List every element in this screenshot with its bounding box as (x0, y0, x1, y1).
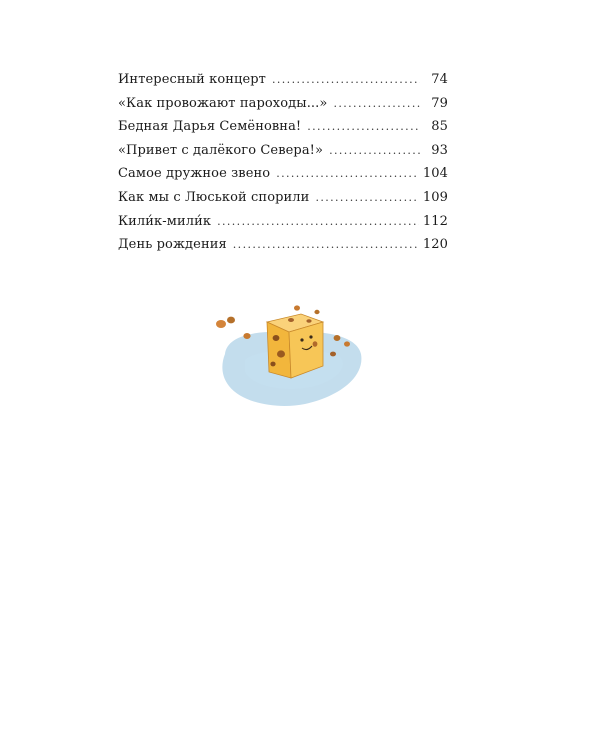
toc-entry-page: 104 (422, 166, 448, 182)
toc-entry[interactable] (118, 143, 448, 167)
cheese-illustration (205, 292, 375, 417)
cheese-eye-right (309, 335, 312, 338)
toc-entry-page: 85 (431, 119, 448, 135)
toc-leader-dots (307, 120, 420, 133)
toc-entry[interactable] (118, 96, 448, 120)
toc-entry[interactable] (118, 214, 448, 238)
toc-leader-dots (217, 215, 419, 228)
cheese-hole (277, 350, 285, 357)
toc-entry-title: День рождения (118, 237, 227, 253)
table-of-contents (118, 72, 448, 261)
toc-entry[interactable] (118, 119, 448, 143)
toc-leader-dots (276, 167, 419, 180)
crumb (330, 352, 336, 357)
cheese-eye-left (300, 338, 303, 341)
toc-leader-dots (333, 97, 420, 110)
cheese-hole (306, 319, 311, 322)
toc-entry-title: Самое дружное звено (118, 166, 271, 182)
crumb (216, 320, 226, 328)
toc-entry-page: 120 (422, 237, 448, 253)
toc-entry-title: Бедная Дарья Семёновна! (118, 119, 302, 135)
toc-leader-dots (315, 191, 418, 204)
toc-entry-page: 74 (431, 72, 448, 87)
toc-entry[interactable] (118, 72, 448, 96)
toc-entry[interactable] (118, 166, 448, 190)
toc-entry[interactable] (118, 237, 448, 261)
toc-entry-page: 109 (422, 189, 448, 205)
toc-entry-page: 93 (431, 142, 448, 158)
toc-entry-title: Интересный концерт (118, 72, 266, 87)
toc-entry-title: Как мы с Люськой спорили (118, 189, 310, 205)
toc-leader-dots (329, 144, 420, 157)
cheese-hole (313, 341, 318, 347)
crumb (334, 335, 341, 341)
toc-leader-dots (233, 238, 419, 251)
toc-entry[interactable] (118, 190, 448, 214)
crumb (294, 305, 300, 310)
crumb (344, 341, 350, 346)
toc-leader-dots (272, 73, 420, 86)
toc-entry-title: Кили́к-мили́к (118, 213, 212, 229)
toc-entry-page: 79 (431, 95, 448, 111)
cheese-hole (288, 318, 294, 322)
cheese-hole (270, 362, 275, 367)
toc-entry-title: «Как провожают пароходы...» (118, 95, 328, 111)
toc-entry-title: «Привет с далёкого Севера!» (118, 142, 324, 158)
crumb (227, 317, 235, 324)
crumb (314, 310, 319, 314)
toc-entry-page: 112 (422, 213, 448, 229)
cheese-hole (273, 335, 280, 341)
crumb (243, 333, 250, 339)
